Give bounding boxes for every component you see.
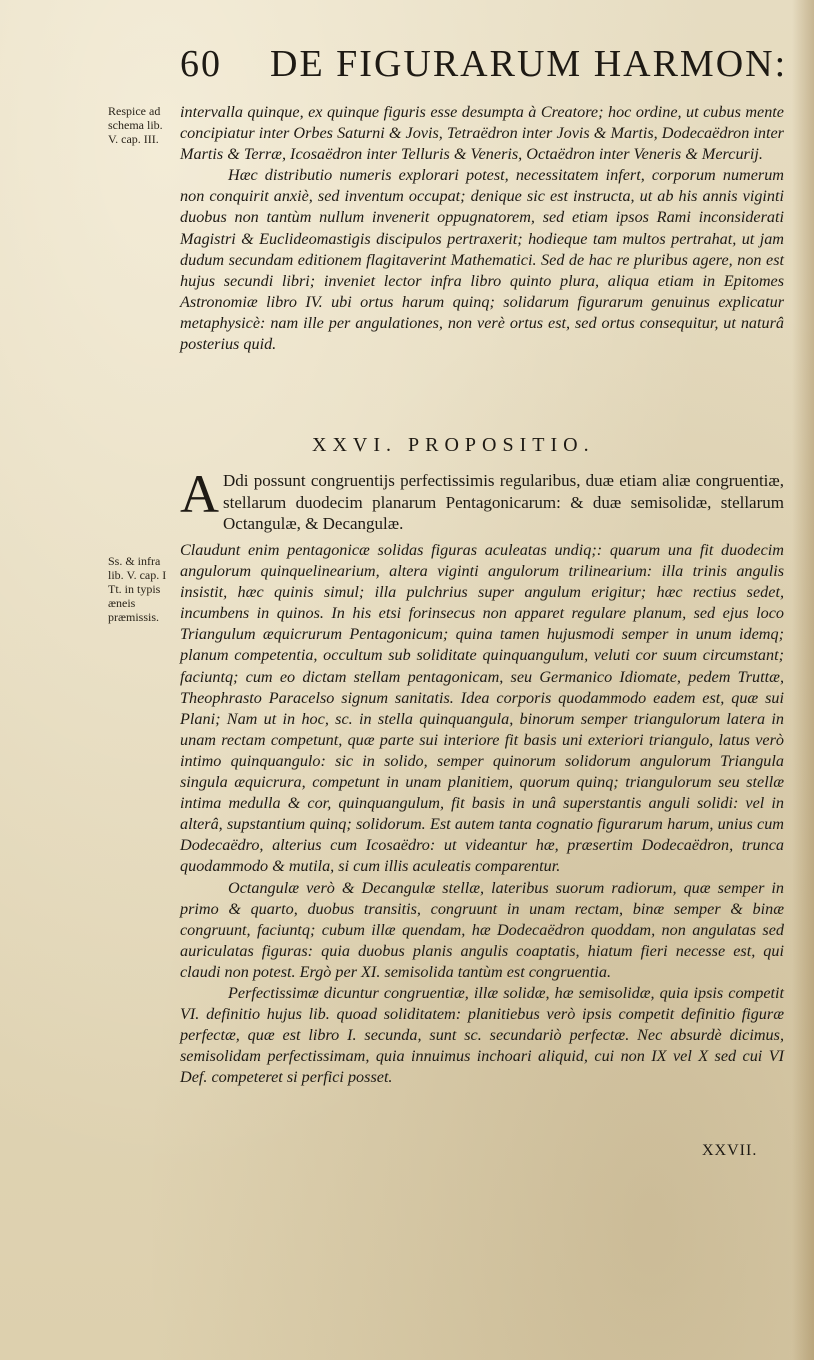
proposition-heading: XXVI. PROPOSITIO. [312,434,595,456]
proposition-paragraph [180,464,784,535]
catchword: XXVII. [702,1142,758,1159]
proposition-text: Ddi possunt congruentijs perfectissimis regularibus, duæ etiam aliæ congruentiæ, stellarum duodecim planarum Pentagonicarum: & duæ semisolidæ, stellarum Octangulæ, & Decangulæ. [223,471,784,533]
running-header [180,42,788,92]
paragraph-distributio: Hæc distributio numeris explorari potest, necessitatem infert, corporum numerum non conquirit anxiè, sed inventum occupat; denique sic est instructa, ut ab his annis viginti duobus non tantùm nullum invenerit oppugnatorem, sed etiam ipsos Rami inconsiderati Magistri & Euclideomastigis discipulos pertraxerit; hodieque tam multos pertrahat, ut jam dudum secundam editionem flagitaverint Mathematici. Sed de hac re pluribus agere, non est hujus secundi libri; inveniet lector infra libro quinto plura, aliqua etiam in Epitomes Astronomiæ libro IV. ubi ortus harum quinq; solidarum figurarum genuinus explicatur metaphysicè: nam ille per angulationes, non verè ortus est, sed ortus consequitur, ut naturâ posterius quid. [180,166,784,354]
running-title: DE FIGURARUM HARMON: [270,43,788,85]
paragraph-octangulae: Octangulæ verò & Decangulæ stellæ, lateribus suorum radiorum, quæ semper in primo & quarto, duobus transitis, congruunt in unam rectam, binæ semper & binæ congruunt, faciuntq; cubum illæ quendam, hæ Dodecaëdron quoddam, non angulatas sed auriculatas figuras: quia duobus planis angulis coaptatis, hiatum fieri necesse est, qui claudi non potest. Ergò per XI. semisolida tantùm est congruentia. [180,878,784,981]
page-edge-shadow [792,0,814,1360]
paragraph-intervalla: intervalla quinque, ex quinque figuris esse desumpta à Creatore; hoc ordine, ut cubus mente concipiatur inter Orbes Saturni & Jovis, Tetraëdron inter Jovis & Martis, Dodecaëdron inter Martis & Terræ, Icosaëdron inter Telluris & Veneris, Octaëdron inter Veneris & Mercurij. [180,103,784,164]
text-block-explanation [180,540,784,1088]
drop-capital: A [180,464,219,524]
margin-note-infra: Ss. & infra lib. V. cap. I Tt. in typis æneis præmissis. [108,554,167,624]
paragraph-claudunt: Claudunt enim pentagonicæ solidas figuras aculeatas undiq;: quarum una fit duodecim angulorum quinquelinearium, altera viginti angulorum trilinearium: illa trinis angulis insistit, hæc quinis simul; illa pulchrius super angulum erigitur; hæc rectius sedet, incumbens in quinos. In his etsi forinsecus non apparet regulare planum, sed ejus loco Triangulum æquicrurum Pentagonicum; quina tamen hujusmodi semper in unum idemq; planum competentia, occultum sub soliditate quinquangulum, veluti cor suum circumstant; faciuntq; cum eo dictam stellam pentagonicam, seu Germanico Idiomate, pedem Truttæ, Theophrasto Paracelso signum sanitatis. Idea corporis quodammodo eadem est, quæ sui Plani; Nam ut in hoc, sc. in stella quinquangula, binorum semper triangulorum latera in unam rectam competunt, quæ parte sui interiore fit basis uni exteriori triangulo, latus verò intimo quinquangulo: sic in solido, semper quinorum solidorum angulorum Triangula singula æquicrura, competunt in unam planitiem, quorum quinq; triangulorum seu stellæ intima medulla & cor, quinquangulum, fit basis in unâ superstantis anguli solidi: vel in alterâ, supstantium quinq; solidorum. Est autem tanta cognatio figurarum harum, unius cum Dodecaëdro, alterius cum Icosaëdro: ut videantur hæ, præsertim Dodecaëdron, trunca quodammodo & mutila, si cum illis aculeatis comparentur. [180,541,784,876]
margin-note-schema: Respice ad schema lib. V. cap. III. [108,104,163,146]
proposition-statement [180,464,784,535]
paragraph-perfectissimae: Perfectissimæ dicuntur congruentiæ, illæ solidæ, hæ semisolidæ, quia ipsis competit VI. definitio hujus lib. quoad soliditatem: planitiebus verò ipsis competit definitio figuræ perfectæ, quæ est libro I. secunda, sunt sc. secundariò perfectæ. Nec absurdè dicimus, semisolidam perfectissimam, quia innuimus inchoari aliquid, cui non IX vel X sed cui VI Def. competeret si perfici posset. [180,983,784,1087]
text-block-intro [180,102,784,355]
page-number: 60 [180,43,222,85]
